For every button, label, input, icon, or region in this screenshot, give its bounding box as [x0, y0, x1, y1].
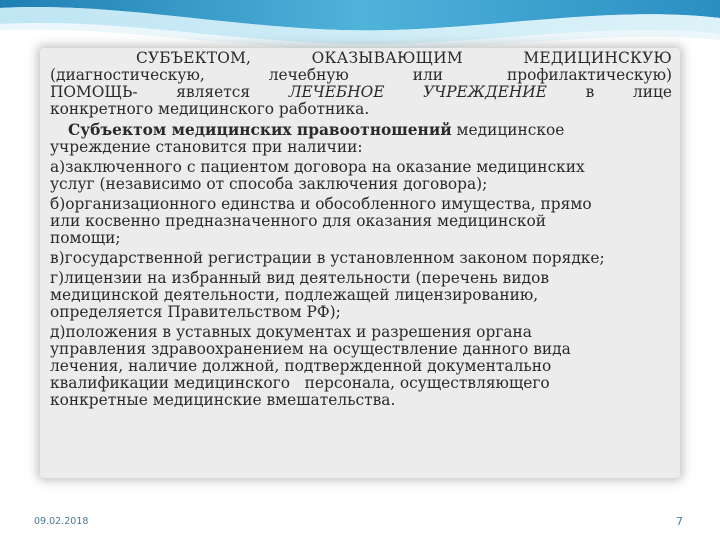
p1-word: - является [132, 83, 251, 101]
list-item-line: квалификации медицинского персонала, осуществляющего [50, 374, 550, 392]
p1-word: ПОМОЩЬ [50, 83, 133, 101]
paragraph-2 [50, 122, 672, 156]
list-item-line: медицинской деятельности, подлежащей лицензированию, [50, 286, 539, 304]
p1-word: лечебную [268, 66, 349, 84]
list-item-line: или косвенно предназначенного для оказания медицинской [50, 212, 546, 230]
p1-line-3 [50, 84, 672, 101]
p1-word: (диагностическую, [50, 66, 205, 84]
list-item-v [50, 250, 672, 267]
list-item-line: в)государственной регистрации в установленном законом порядке; [50, 249, 605, 267]
p1-word: СУБЪЕКТОМ, [136, 49, 252, 67]
list-item-g [50, 270, 672, 321]
list-item-line: услуг (независимо от способа заключения договора); [50, 175, 488, 193]
list-item-line: помощи; [50, 229, 121, 247]
p1-line-2 [50, 67, 672, 84]
paragraph-1 [50, 50, 672, 118]
slide-body-text [50, 50, 672, 409]
p1-word: в лице [585, 83, 672, 101]
p2-bold-term: Субъектом медицинских правоотношений [68, 121, 452, 139]
list-item-line: конкретные медицинские вмешательства. [50, 391, 396, 409]
p1-word: МЕДИЦИНСКУЮ [523, 49, 672, 67]
list-item-a [50, 159, 672, 193]
list-item-line: а)заключенного с пациентом договора на оказание медицинских [50, 158, 585, 176]
list-item-line: д)положения в уставных документах и разрешения органа [50, 323, 532, 341]
p1-word: ОКАЗЫВАЮЩИМ [311, 49, 463, 67]
slide-number: 7 [676, 515, 683, 528]
p2-line-1 [50, 122, 672, 139]
footer-date: 09.02.2018 [34, 516, 89, 527]
p1-line-1 [50, 50, 672, 67]
list-item-d [50, 324, 672, 409]
p1-word: профилактическую) [506, 66, 672, 84]
list-item-b [50, 196, 672, 247]
list-item-line: лечения, наличие должной, подтвержденной документально [50, 357, 552, 375]
list-item-line: управления здравоохранением на осуществление данного вида [50, 340, 571, 358]
list-item-line: г)лицензии на избранный вид деятельности (перечень видов [50, 269, 550, 287]
p1-line-4: конкретного медицинского работника. [50, 100, 370, 118]
p2-line-2: учреждение становится при наличии: [50, 138, 363, 156]
p1-word: или [412, 66, 444, 84]
list-item-line: определяется Правительством РФ); [50, 303, 341, 321]
p2-text: медицинское [451, 121, 565, 139]
p1-italic-term: ЛЕЧЕБНОЕ УЧРЕЖДЕНИЕ [288, 83, 547, 101]
list-item-line: б)организационного единства и обособленного имущества, прямо [50, 195, 592, 213]
